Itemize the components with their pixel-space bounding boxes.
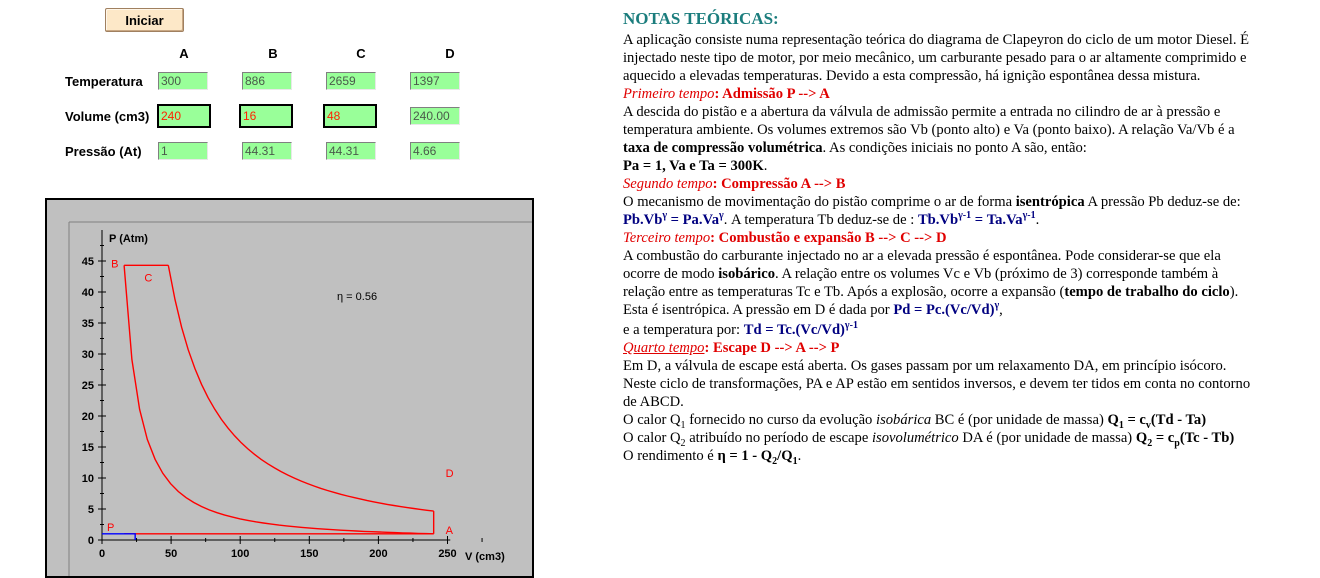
x-tick-label: 100 xyxy=(231,548,250,560)
column-header-d: D xyxy=(445,46,455,61)
heat-q1-formula: $Q_1 = c_v(Td - Ta)$ xyxy=(1107,412,1207,431)
x-tick-label: 0 xyxy=(98,548,106,560)
heat-q2-text: O calor $Q_2$ atribuído no período de escape isovolumétrico DA é (por unidade de massa) $Q_2 = c_p(Tc - Tb)$ xyxy=(623,430,1235,449)
intake-line-pa xyxy=(102,534,135,540)
fourth-stroke-label: Quarto tempo xyxy=(623,340,705,356)
temperature-formula-b: $Tb.Vb^{\gamma-1} = Ta.Va^{\gamma-1}$ xyxy=(917,210,1036,228)
y-tick-label: 30 xyxy=(81,349,94,361)
pressure-formula-d: $Pd = Pc.(Vc/Vd)^\gamma$ xyxy=(893,300,1000,318)
pressure-label: Pressão (At) xyxy=(65,144,142,159)
temperature-a-field[interactable] xyxy=(158,72,208,90)
cycle-note: Neste ciclo de transformações, PA e AP estão em sentidos inversos, e devem ter tidos em conta no contorno de ABCD. xyxy=(623,376,1251,410)
x-tick-label: 50 xyxy=(164,548,178,560)
efficiency-formula: $\eta = 1 - Q_2/Q_1$ xyxy=(717,448,798,467)
y-tick-label: 15 xyxy=(81,442,94,454)
y-tick-label: 40 xyxy=(81,287,94,299)
point-label-b: B xyxy=(111,258,119,271)
x-tick-label: 250 xyxy=(438,548,457,560)
efficiency-annotation: η = 0.56 xyxy=(337,291,378,303)
intro-paragraph: A aplicação consiste numa representação teórica do diagrama de Clapeyron do ciclo de um motor Diesel. É injectado neste tipo de motor, por meio mecânico, um carburante pesado para o ar altamente comprimido e aquecido a elevadas temperaturas. Devido a esta compressão, há ignição espontânea dessa mistura. xyxy=(623,32,1250,84)
heat-q2-formula: $Q_2 = c_p(Tc - Tb)$ xyxy=(1135,430,1235,449)
pressure-c-field[interactable] xyxy=(326,142,376,160)
fourth-stroke-heading xyxy=(623,339,1255,357)
column-header-a: A xyxy=(179,46,189,61)
compression-curve-ab xyxy=(124,265,434,534)
pressure-formula-b: $Pb.Vb^\gamma = Pa.Va^\gamma$ xyxy=(623,210,724,228)
y-tick-label: 5 xyxy=(87,504,94,516)
second-stroke-label: Segundo tempo xyxy=(623,176,713,192)
second-stroke-heading xyxy=(623,175,1255,193)
y-tick-label: 10 xyxy=(81,473,94,485)
fourth-stroke-title: : Escape D --> A --> P xyxy=(704,340,840,356)
x-axis-label: V (cm3) xyxy=(465,551,505,563)
fourth-stroke-text: Em D, a válvula de escape está aberta. Os gases passam por um relaxamento DA, em princípio isócoro. xyxy=(623,358,1227,374)
volume-b-field[interactable] xyxy=(239,104,293,128)
clapeyron-diagram-panel xyxy=(45,198,534,578)
volume-c-field[interactable] xyxy=(323,104,377,128)
column-header-c: C xyxy=(356,46,366,61)
notes-title: NOTAS TEÓRICAS: xyxy=(623,9,779,28)
second-stroke-title: : Compressão A --> B xyxy=(712,176,846,192)
x-tick-label: 150 xyxy=(300,548,319,560)
third-stroke-text: A combustão do carburante injectado no ar a elevada pressão é espontânea. Pode considerar-se que ela ocorre de modo isobárico. A relação entre os volumes Vc e Vb (próximo de 3) corresponde também à relação entre as temperaturas Tc e Tb. Após a explosão, ocorre a expansão (tempo de trabalho do ciclo). Esta é isentrópica. A pressão em D é dada por $Pd = Pc.(Vc/Vd)^\gamma$, xyxy=(623,248,1239,318)
y-tick-label: 45 xyxy=(81,256,94,268)
pressure-b-field[interactable] xyxy=(242,142,292,160)
clapeyron-diagram xyxy=(47,200,532,576)
temperature-c-field[interactable] xyxy=(326,72,376,90)
y-tick-label: 25 xyxy=(81,380,94,392)
third-stroke-title: : Combustão e expansão B --> C --> D xyxy=(710,230,947,246)
point-label-a: A xyxy=(445,524,454,537)
x-tick-label: 200 xyxy=(369,548,388,560)
volume-label: Volume (cm3) xyxy=(65,109,150,124)
third-stroke-label: Terceiro tempo xyxy=(623,230,711,246)
y-tick-label: 0 xyxy=(87,535,94,547)
first-stroke-heading xyxy=(623,85,1255,103)
first-stroke-label: Primeiro tempo xyxy=(623,86,715,102)
temperature-formula-d: $Td = Tc.(Vc/Vd)^{\gamma-1}$ xyxy=(743,320,858,338)
volume-a-field[interactable] xyxy=(157,104,211,128)
first-stroke-title: : Admissão P --> A xyxy=(714,86,830,102)
expansion-curve-cd xyxy=(168,265,433,511)
point-label-d: D xyxy=(445,468,454,481)
heat-q1-text: O calor $Q_1$ fornecido no curso da evolução isobárica BC é (por unidade de massa) $Q_1 = c_v(Td - Ta)$ xyxy=(623,412,1207,431)
start-button[interactable]: Iniciar xyxy=(105,8,184,32)
temperature-d-field[interactable] xyxy=(410,72,460,90)
efficiency-text: O rendimento é $\eta = 1 - Q_2/Q_1$. xyxy=(623,448,802,467)
third-stroke-heading xyxy=(623,229,1255,247)
y-tick-label: 20 xyxy=(81,411,94,423)
third-stroke-text-2: e a temperatura por: $Td = Tc.(Vc/Vd)^{\gamma-1}$ xyxy=(623,320,858,338)
y-axis-label: P (Atm) xyxy=(109,233,148,245)
volume-d-field[interactable] xyxy=(410,107,460,125)
second-stroke-text: O mecanismo de movimentação do pistão comprime o ar de forma isentrópica A pressão Pb deduz-se de: $Pb.Vb^\gamma = Pa.Va^\gamma$. A temperatura Tb deduz-se de : $Tb.Vb^{\gamma-1} = Ta.Va^{\gamma-1}$. xyxy=(623,194,1241,228)
theory-notes xyxy=(623,8,1255,465)
pressure-d-field[interactable] xyxy=(410,142,460,160)
pressure-a-field[interactable] xyxy=(158,142,208,160)
temperature-label: Temperatura xyxy=(65,74,143,89)
first-stroke-text: A descida do pistão e a abertura da válvula de admissão permite a entrada no cilindro de ar à pressão e temperatura ambiente. Os volumes extremos são Vb (ponto alto) e Va (ponto baixo). A relação Va/Vb é a taxa de compressão volumétrica. As condições iniciais no ponto A são, então: Pa = 1, Va e Ta = 300K. xyxy=(623,104,1235,174)
initial-conditions: Pa = 1, Va e Ta = 300K xyxy=(623,158,764,174)
y-tick-label: 35 xyxy=(81,318,94,330)
point-label-c: C xyxy=(144,272,153,285)
point-label-p: P xyxy=(107,521,115,534)
column-header-b: B xyxy=(268,46,278,61)
temperature-b-field[interactable] xyxy=(242,72,292,90)
